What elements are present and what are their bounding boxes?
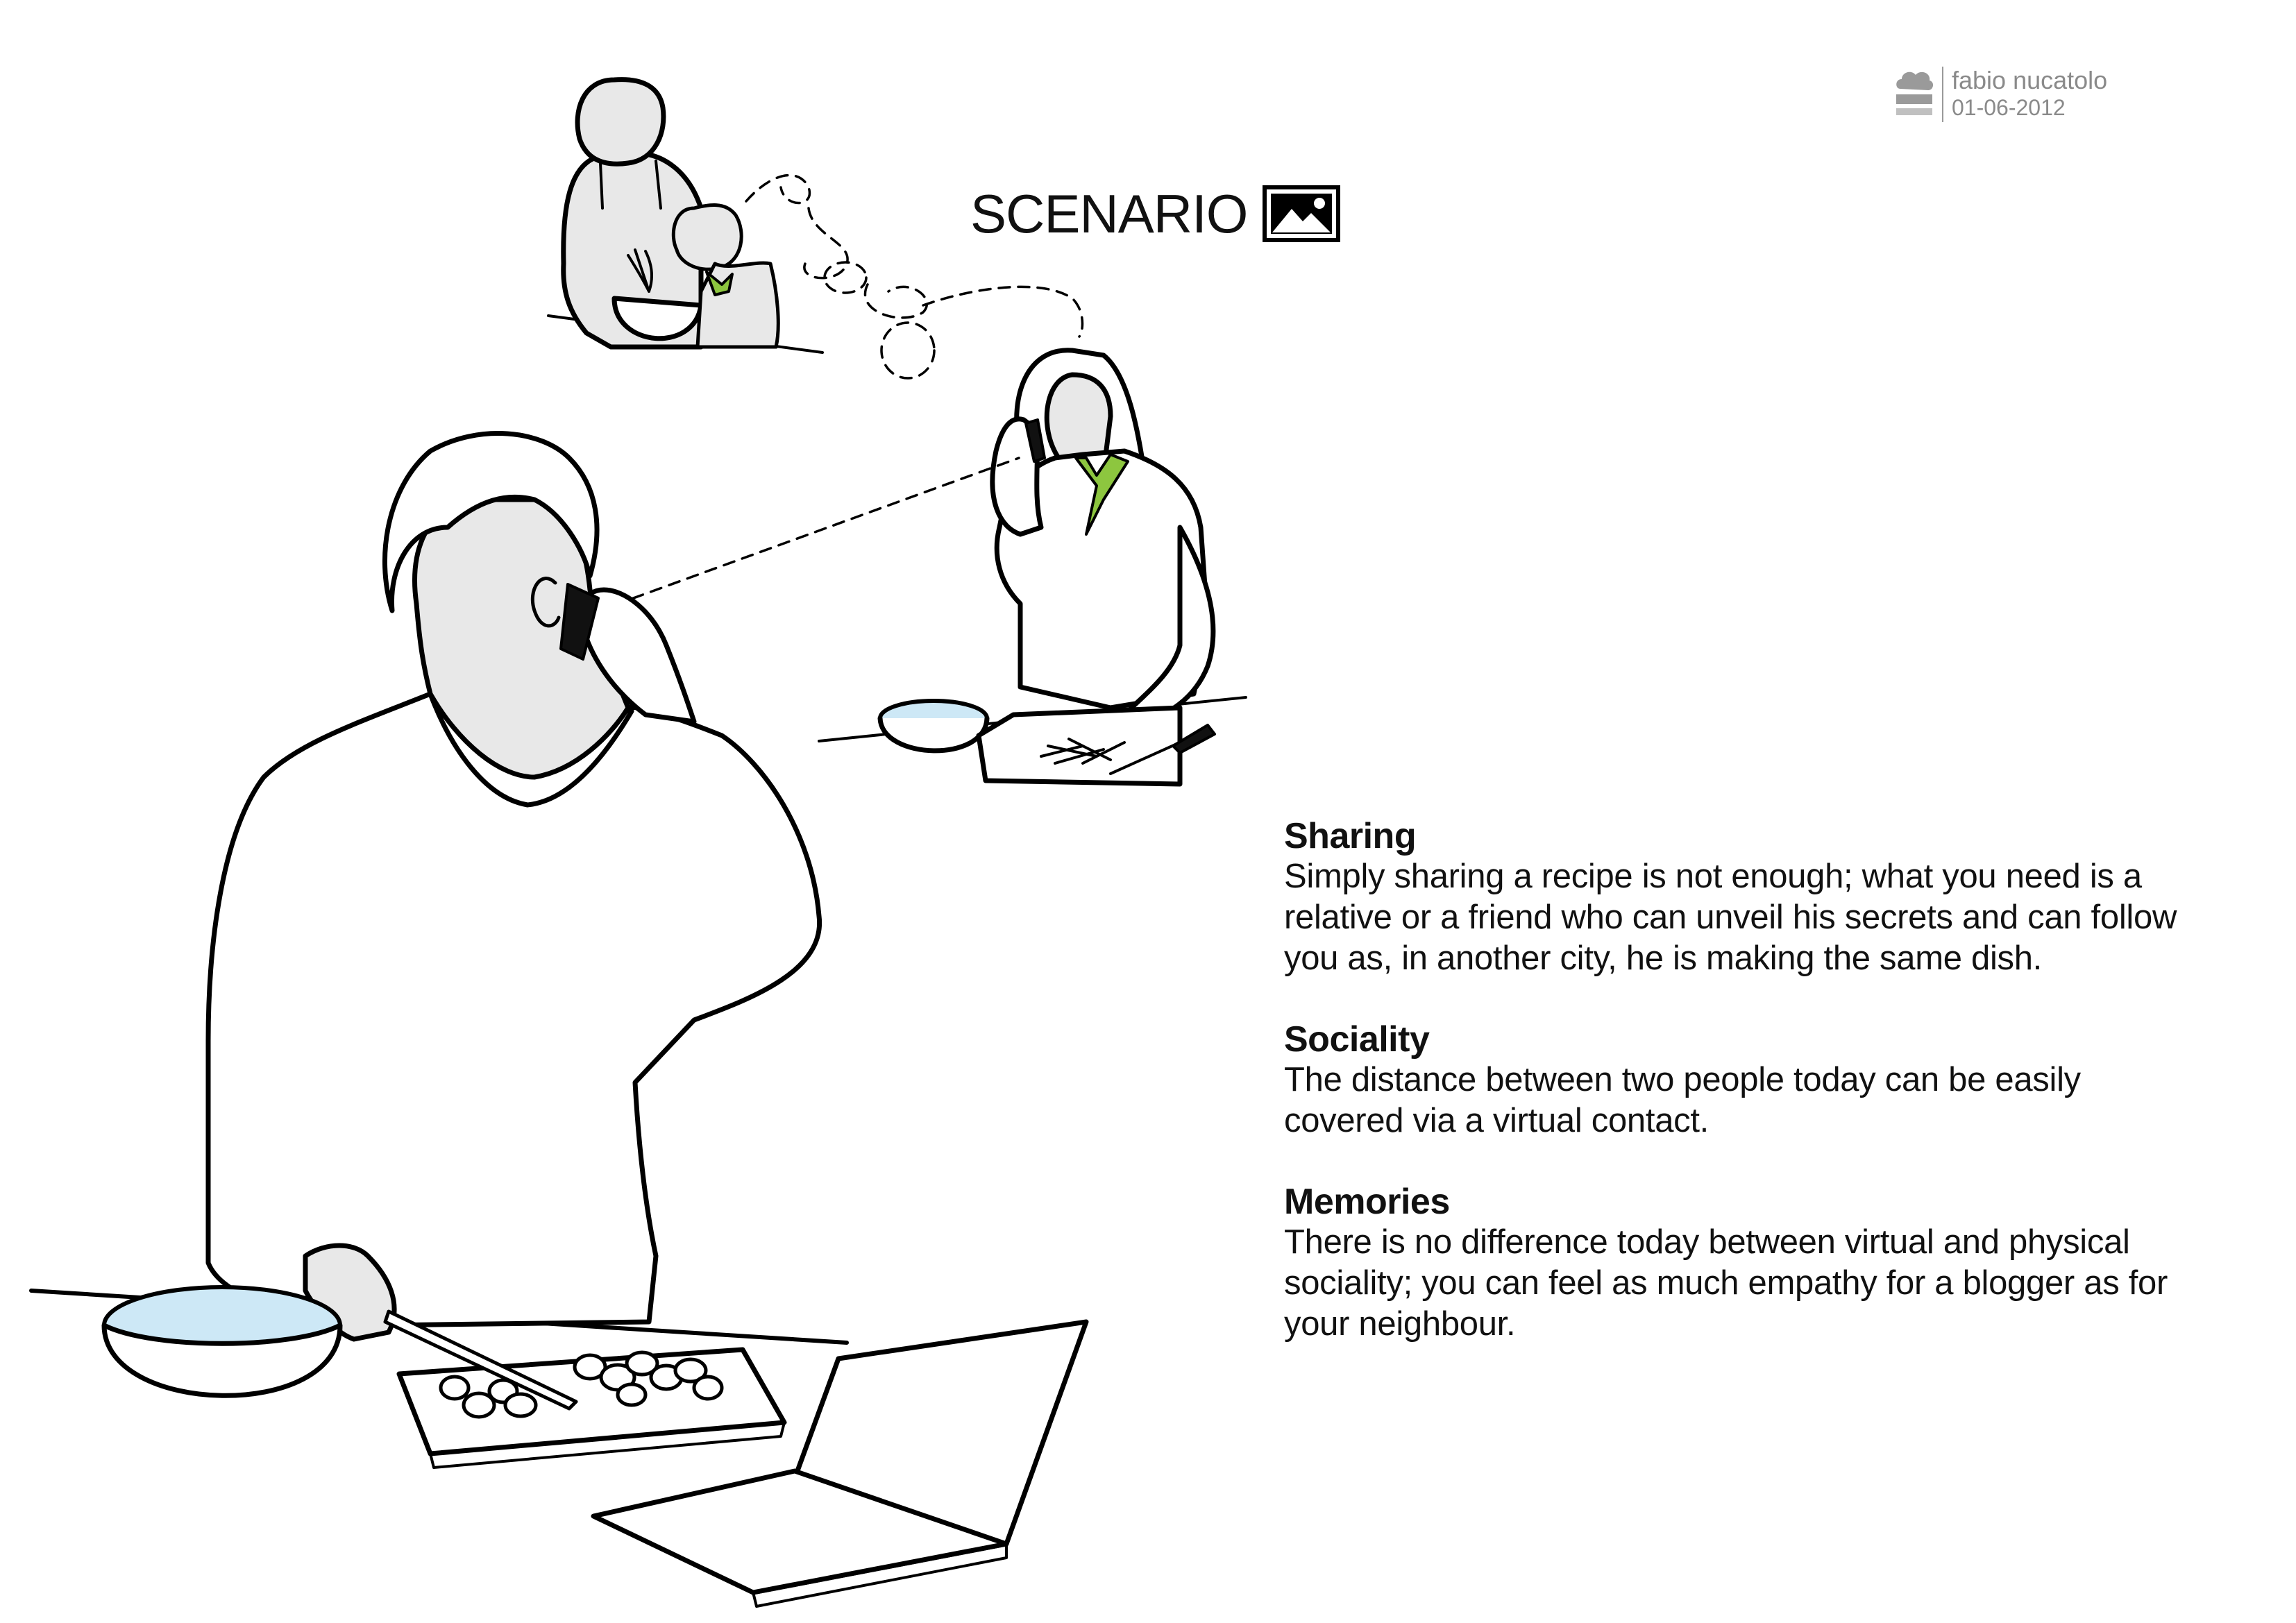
memory-trail: [865, 284, 927, 318]
phone-connection-line: [614, 458, 1019, 605]
chef-cloud-logo: [1893, 67, 1935, 122]
author-separator: [1942, 67, 1943, 122]
man-ear: [532, 579, 559, 626]
memory-trail: [804, 208, 847, 278]
mixing-bowl-middle: [880, 718, 987, 751]
section-body: There is no difference today between virtual and physical sociality; you can feel as much empathy for a blogger as for your neighbour.: [1284, 1223, 2168, 1343]
title-area: [970, 179, 1340, 248]
page-title: SCENARIO: [970, 182, 1248, 244]
child-head: [673, 205, 741, 270]
author-block: [1893, 67, 2107, 122]
picture-icon: [1263, 185, 1340, 242]
woman-on-phone-figure: [819, 350, 1246, 784]
grandmother-head: [577, 80, 664, 164]
author-text: [1952, 67, 2107, 121]
memory-trail: [881, 323, 934, 378]
memory-trail: [746, 176, 809, 203]
grandmother-and-child-figure: [548, 80, 822, 352]
author-name: fabio nucatolo: [1952, 66, 2108, 94]
section-heading: Memories: [1284, 1182, 1450, 1222]
memory-trail: [825, 262, 866, 293]
section-sociality: [1284, 1019, 2256, 1141]
section-heading: Sharing: [1284, 816, 1417, 856]
man-on-phone-figure: [31, 434, 1086, 1606]
section-body: The distance between two people today can be easily covered via a virtual contact.: [1284, 1061, 2081, 1139]
section-memories: [1284, 1182, 2256, 1345]
section-sharing: [1284, 816, 2256, 979]
section-body: Simply sharing a recipe is not enough; what you need is a relative or a friend who can unveil his secrets and can follow you as, in another city, he is making the same dish.: [1284, 858, 2177, 977]
memory-trail: [923, 287, 1082, 337]
text-sections: [1284, 816, 2256, 1385]
author-date: 01-06-2012: [1952, 95, 2066, 120]
section-heading: Sociality: [1284, 1019, 1430, 1060]
